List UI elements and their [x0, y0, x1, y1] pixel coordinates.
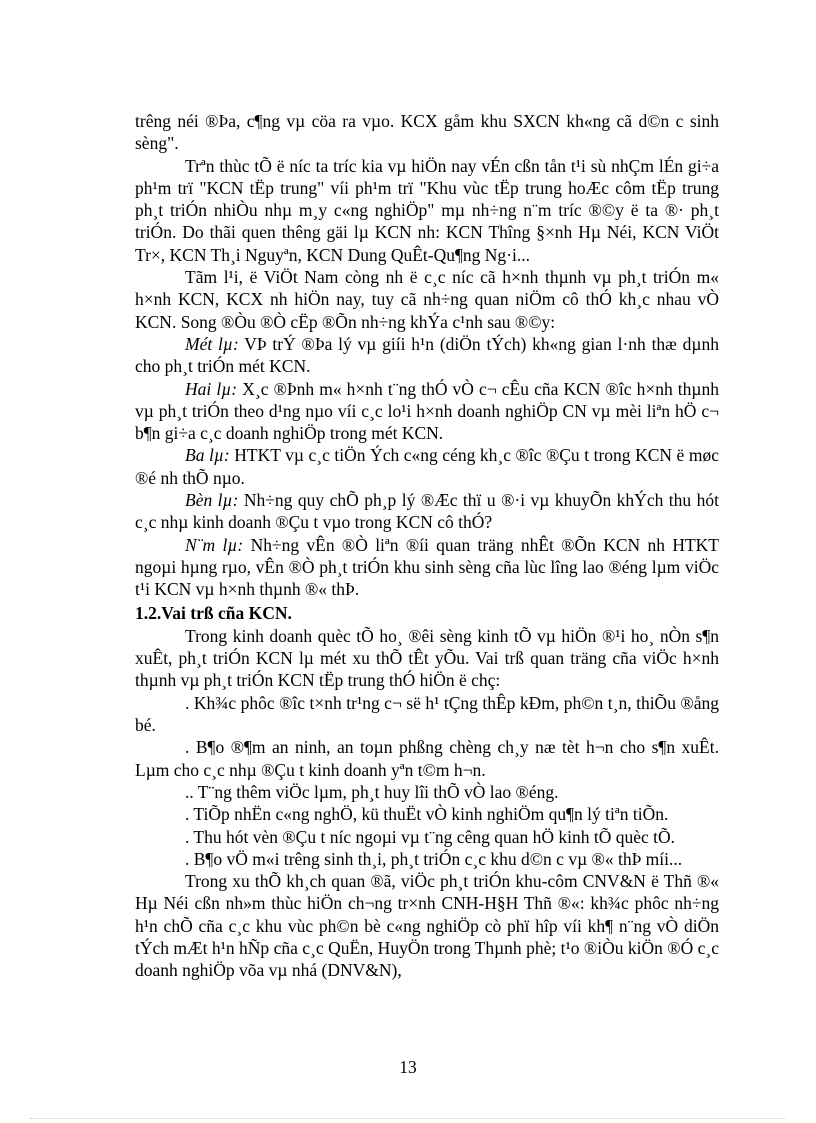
bullet-1: . Kh¾c phôc ®îc t×nh tr¹ng c¬ së h¹ tÇng thÊp kÐm, ph©n t¸n, thiÕu ®ång bé. — [135, 692, 719, 736]
point-two — [135, 378, 719, 445]
bullet-6: . B¶o vÖ m«i trêng sinh th¸i, ph¸t triÓn c¸c khu d©n c vµ ®« thÞ míi... — [185, 848, 683, 869]
point-two-label: Hai lµ: — [185, 378, 238, 399]
point-five-label: N¨m lµ: — [185, 534, 244, 555]
section-heading: 1.2.Vai trß cña KCN. — [135, 602, 292, 623]
page-bottom-border — [30, 1118, 786, 1119]
point-five — [135, 534, 719, 601]
bullet-3: .. T¨ng thêm viÖc lµm, ph¸t huy lîi thÕ vÒ lao ®éng. — [185, 781, 559, 802]
bullet-4: . TiÕp nhËn c«ng nghÖ, kü thuËt vÒ kinh nghiÖm qu¶n lý tiªn tiÕn. — [185, 804, 669, 825]
point-five-text: Nh÷ng vÊn ®Ò liªn ®íi quan träng nhÊt ®Õn KCN nh HTKT ngoµi hµng rµo, vÊn ®Ò ph¸t triÓn khu sinh sèng cña lùc lîng lao ®éng lµm viÖc t¹i KCN vµ h×nh thµnh ®« thÞ. — [135, 534, 719, 600]
point-one-text: VÞ trÝ ®Þa lý vµ giíi h¹n (diÖn tÝch) kh«ng gian l·nh thæ dµnh cho ph¸t triÓn mét KCN. — [135, 333, 719, 377]
point-one — [135, 333, 719, 378]
paragraph-2: Trªn thùc tÕ ë níc ta tríc kia vµ hiÖn nay vÉn cßn tån t¹i sù nhÇm lÉn gi÷a ph¹m trï "KCN tËp trung" víi ph¹m trï "Khu vùc tËp trung hoÆc côm tËp trung ph¸t triÓn nhiÒu nhµ m¸y c«ng nghiÖp" mµ nh÷ng n¨m tríc ®©y ë ta ®· ph¸t triÓn. Do thãi quen thêng gäi lµ KCN nh: KCN Thîng §×nh Hµ Néi, KCN ViÖt Tr×, KCN Th¸i Nguyªn, KCN Dung QuÊt-Qu¶ng Ng·i... — [135, 155, 719, 265]
point-four-text: Nh÷ng quy chÕ ph¸p lý ®Æc thï u ®·i vµ khuyÕn khÝch thu hót c¸c nhµ kinh doanh ®Çu t vµo trong KCN cô thÓ? — [135, 490, 719, 533]
paragraph-1: trêng néi ®Þa, c¶ng vµ cöa ra vµo. KCX gåm khu SXCN kh«ng cã d©n c sinh sèng". — [135, 111, 719, 154]
bullet-2: . B¶o ®¶m an ninh, an toµn phßng chèng ch¸y næ tèt h¬n cho s¶n xuÊt. Lµm cho c¸c nhµ ®Çu t kinh doanh yªn t©m h¬n. — [135, 737, 719, 780]
point-three-text: HTKT vµ c¸c tiÖn Ých c«ng céng kh¸c ®îc ®Çu t trong KCN ë møc ®é nh thÕ nµo. — [135, 445, 719, 488]
point-two-text: X¸c ®Þnh m« h×nh t¨ng thÓ vÒ c¬ cÊu cña KCN ®îc h×nh thµnh vµ ph¸t triÓn theo d¹ng nµo víi c¸c lo¹i h×nh doanh nghiÖp CN vµ mèi liªn hÖ c¬ b¶n gi÷a c¸c doanh nghiÖp trong mét KCN. — [135, 378, 720, 444]
paragraph-role-intro: Trong kinh doanh quèc tÕ ho¸ ®êi sèng kinh tÕ vµ hiÖn ®¹i ho¸ nÒn s¶n xuÊt, ph¸t triÓn KCN lµ mét xu thÕ tÊt yÕu. Vai trß quan träng cña viÖc h×nh thµnh vµ ph¸t triÓn KCN tËp trung thÓ hiÖn ë chç: — [135, 625, 719, 691]
page-number: 13 — [399, 1057, 417, 1077]
paragraph-final: Trong xu thÕ kh¸ch quan ®ã, viÖc ph¸t triÓn khu-côm CNV&N ë Thñ ®« Hµ Néi cßn nh»m thùc hiÖn ch¬ng tr×nh CNH-H§H Thñ ®«: kh¾c phôc nh÷ng h¹n chÕ cña c¸c khu vùc ph©n bè c«ng nghiÖp cò phï hîp víi kh¶ n¨ng vÒ diÖn tÝch mÆt h¹n hÑp cña c¸c QuËn, HuyÖn trong Thµnh phè; t¹o ®iÒu kiÖn ®Ó c¸c doanh nghiÖp võa vµ nhá (DNV&N), — [135, 871, 719, 981]
paragraph-3: Tãm l¹i, ë ViÖt Nam còng nh ë c¸c níc cã h×nh thµnh vµ ph¸t triÓn m« h×nh KCN, KCX nh hiÖn nay, tuy cã nh÷ng quan niÖm cô thÓ kh¸c nhau vÒ KCN. Song ®Òu ®Ò cËp ®Õn nh÷ng khÝa c¹nh sau ®©y: — [135, 267, 719, 332]
point-three — [135, 444, 719, 489]
bullet-5: . Thu hót vèn ®Çu t níc ngoµi vµ t¨ng cêng quan hÖ kinh tÕ quèc tÕ. — [185, 826, 676, 847]
point-three-label: Ba lµ: — [185, 445, 230, 466]
point-one-label: Mét lµ: — [185, 333, 239, 354]
point-four — [135, 489, 719, 534]
point-four-label: Bèn lµ: — [185, 490, 239, 511]
document-body — [135, 110, 719, 982]
